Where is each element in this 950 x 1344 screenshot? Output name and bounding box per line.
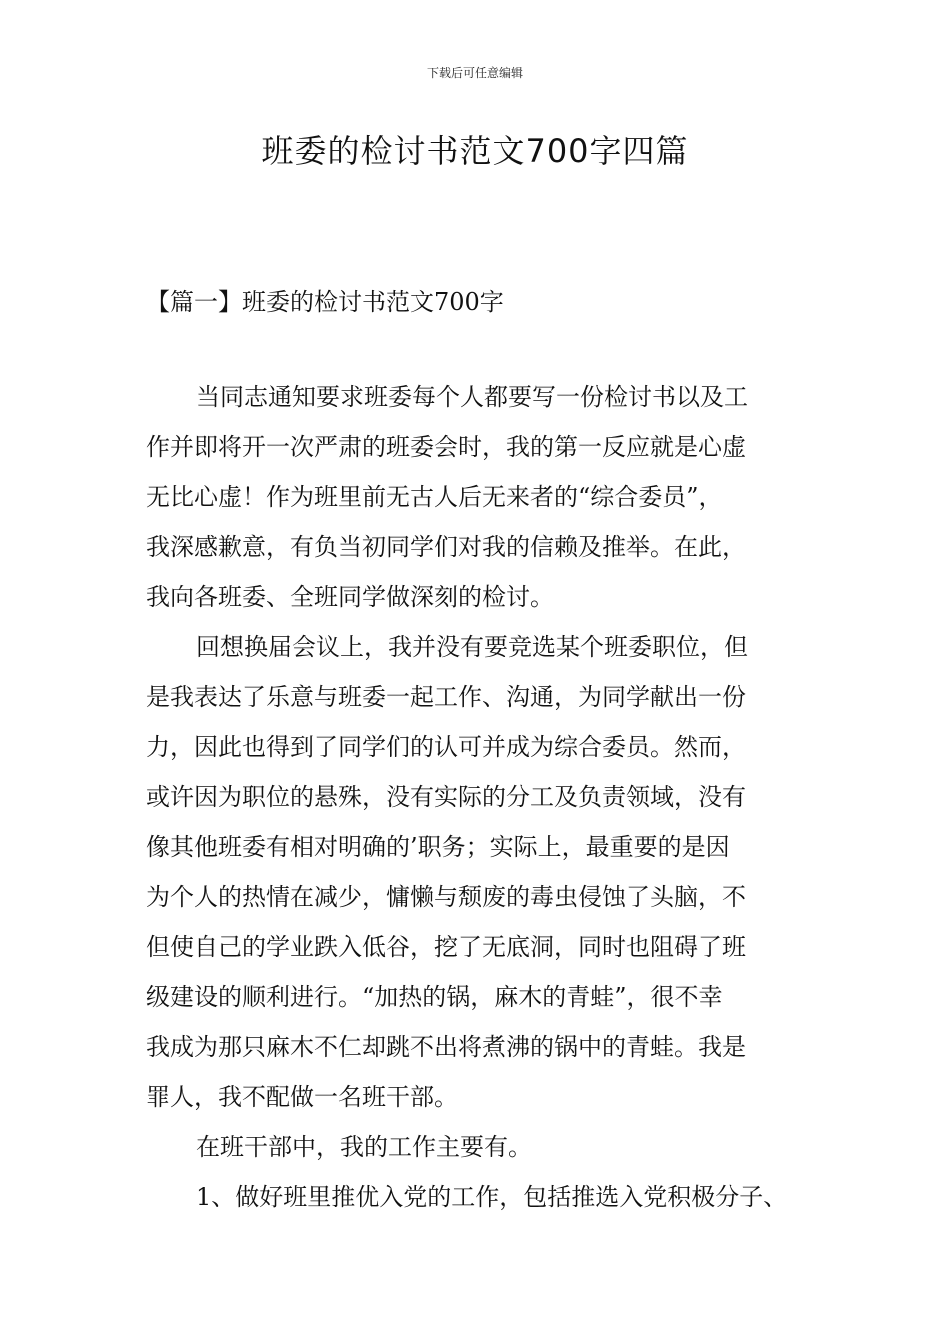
body-line: 是我表达了乐意与班委一起工作、沟通，为同学献出一份: [146, 683, 746, 711]
body-line: 但使自己的学业跌入低谷，挖了无底洞，同时也阻碍了班: [146, 933, 746, 961]
section-heading: 【篇一】班委的检讨书范文700字: [146, 288, 504, 316]
body-line: 在班干部中，我的工作主要有。: [196, 1133, 532, 1161]
body-line: 回想换届会议上，我并没有要竞选某个班委职位，但: [196, 633, 748, 661]
body-line: 我成为那只麻木不仁却跳不出将煮沸的锅中的青蛙。我是: [146, 1033, 746, 1061]
body-line: 为个人的热情在减少，慵懒与颓废的毒虫侵蚀了头脑，不: [146, 883, 746, 911]
body-line: 当同志通知要求班委每个人都要写一份检讨书以及工: [196, 383, 748, 411]
body-line: 级建设的顺利进行。“加热的锅，麻木的青蛙”，很不幸: [146, 983, 723, 1011]
body-line: 像其他班委有相对明确的’职务；实际上，最重要的是因: [146, 833, 730, 861]
body-line: 我深感歉意，有负当初同学们对我的信赖及推举。在此，: [146, 533, 746, 561]
header-note: 下载后可任意编辑: [426, 66, 523, 80]
body-line: 力，因此也得到了同学们的认可并成为综合委员。然而，: [146, 733, 746, 761]
body-line: 或许因为职位的悬殊，没有实际的分工及负责领域，没有: [146, 783, 746, 811]
body-line: 罪人，我不配做一名班干部。: [146, 1083, 458, 1111]
body-text: [146, 372, 826, 1222]
document-title: 班委的检讨书范文700字四篇: [261, 132, 689, 170]
body-line: 1、做好班里推优入党的工作，包括推选入党积极分子、: [196, 1183, 788, 1211]
body-line: 无比心虚！作为班里前无古人后无来者的“综合委员”，: [146, 483, 723, 511]
body-line: 我向各班委、全班同学做深刻的检讨。: [146, 583, 554, 611]
body-line: 作并即将开一次严肃的班委会时，我的第一反应就是心虚: [146, 433, 746, 461]
